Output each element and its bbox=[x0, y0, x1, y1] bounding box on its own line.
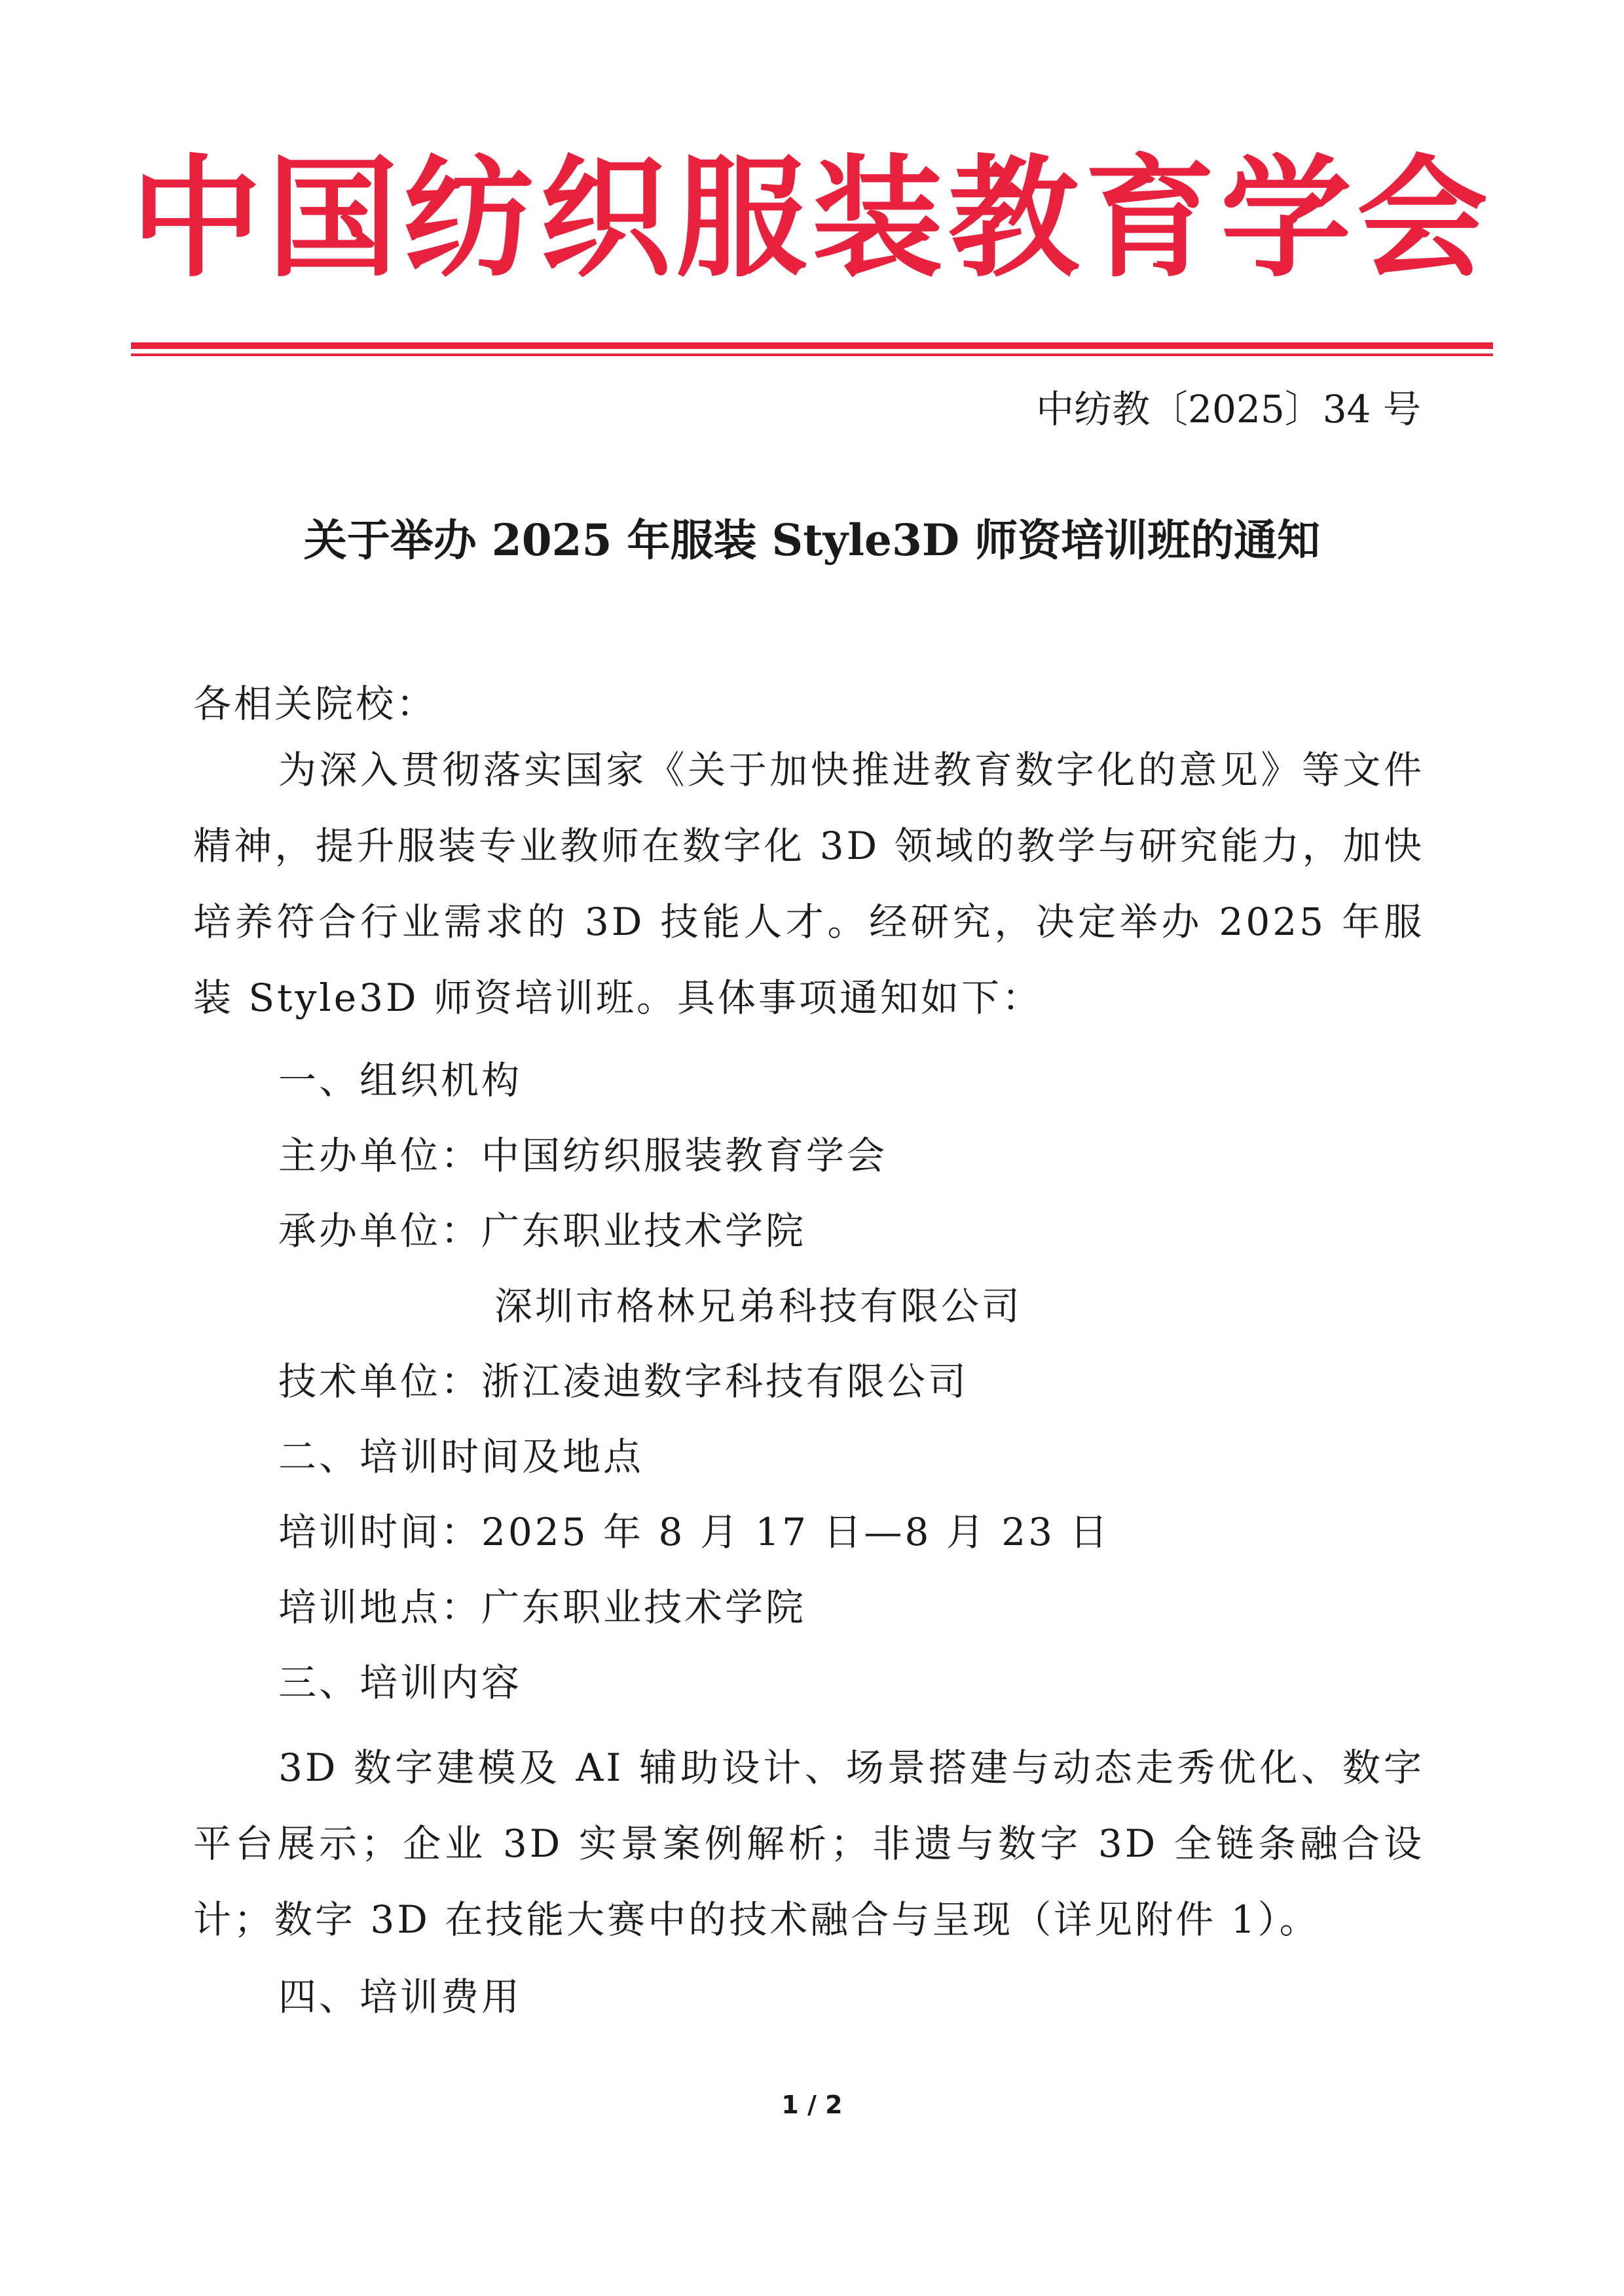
host-unit: 主办单位：中国纺织服装教育学会 bbox=[278, 1133, 888, 1178]
letterhead-divider-thick bbox=[131, 342, 1493, 349]
training-time: 培训时间：2025 年 8 月 17 日—8 月 23 日 bbox=[278, 1510, 1111, 1554]
training-content-paragraph: 3D 数字建模及 AI 辅助设计、场景搭建与动态走秀优化、数字平台展示；企业 3D 实景案例解析；非遗与数字 3D 全链条融合设计；数字 3D 在技能大赛中的技术融合与呈现（详见附件 1）。 bbox=[193, 1745, 1424, 1942]
page-number: 1 / 2 bbox=[781, 2090, 843, 2119]
section-heading-fees: 四、培训费用 bbox=[278, 1975, 523, 2019]
letterhead-divider-thin bbox=[131, 354, 1493, 356]
document-title: 关于举办 2025 年服装 Style3D 师资培训班的通知 bbox=[303, 515, 1321, 566]
training-place: 培训地点：广东职业技术学院 bbox=[278, 1585, 807, 1630]
org-letterhead: 中国纺织服装教育学会 bbox=[130, 143, 1493, 295]
section-heading-organization: 一、组织机构 bbox=[278, 1058, 523, 1102]
technical-unit: 技术单位：浙江凌迪数字科技有限公司 bbox=[278, 1359, 969, 1404]
intro-paragraph: 为深入贯彻落实国家《关于加快推进教育数字化的意见》等文件精神，提升服装专业教师在数字化 3D 领域的教学与研究能力，加快培养符合行业需求的 3D 技能人才。经研究，决定举办 2025 年服装 Style3D 师资培训班。具体事项通知如下： bbox=[193, 748, 1424, 1020]
section-heading-content: 三、培训内容 bbox=[278, 1660, 523, 1705]
salutation: 各相关院校： bbox=[193, 682, 437, 726]
organizer-unit-2: 深圳市格林兄弟科技有限公司 bbox=[494, 1284, 1023, 1328]
organizer-unit: 承办单位：广东职业技术学院 bbox=[278, 1209, 807, 1253]
document-number: 中纺教〔2025〕34 号 bbox=[1036, 387, 1421, 431]
section-heading-time-place: 二、培训时间及地点 bbox=[278, 1434, 644, 1479]
